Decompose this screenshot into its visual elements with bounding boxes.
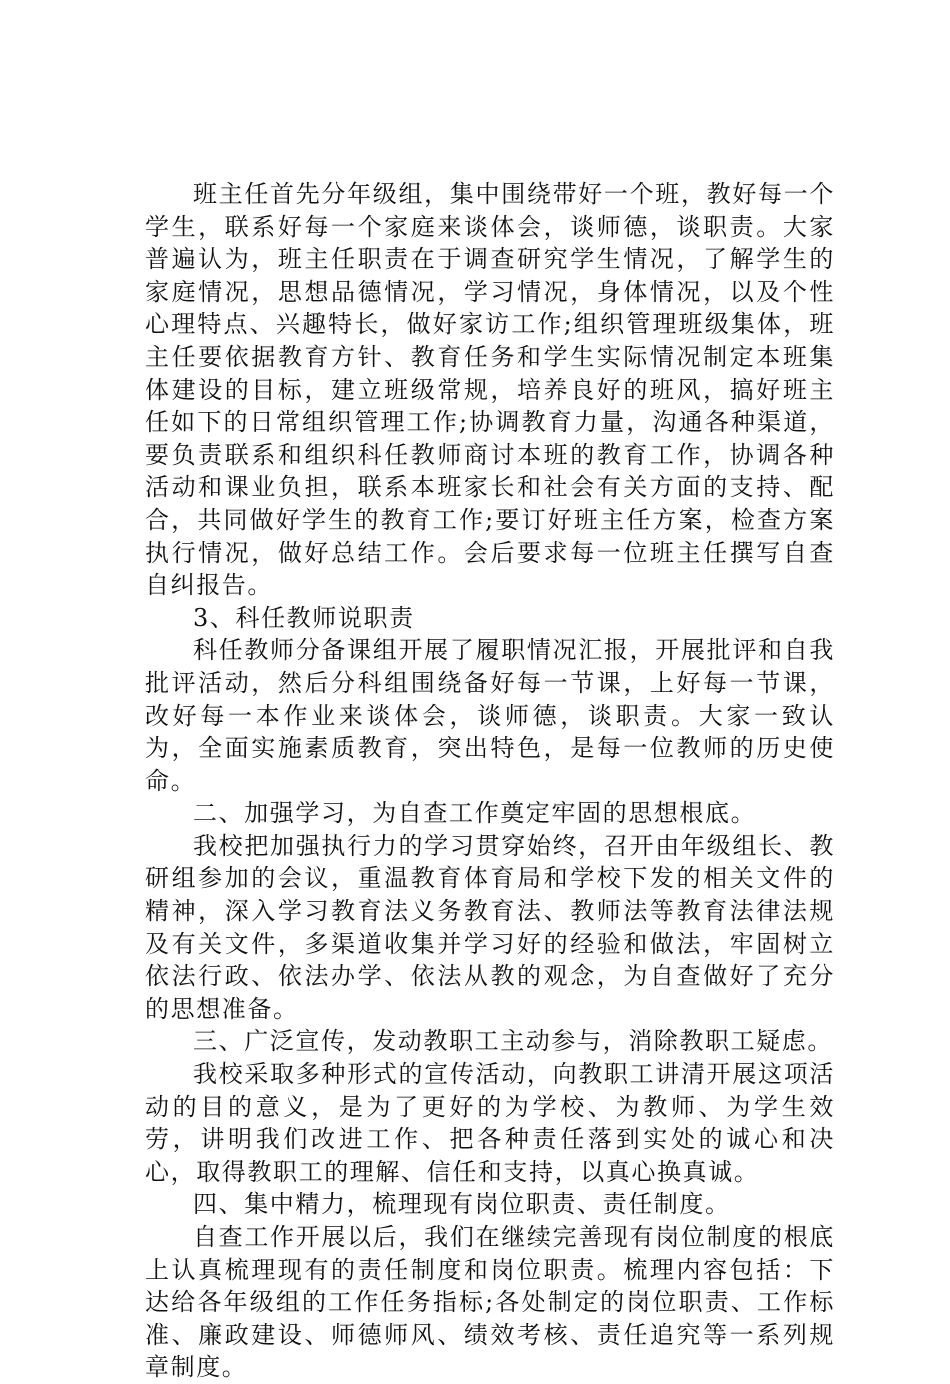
section-heading-subject-teachers: 3、科任教师说职责 [193,603,415,632]
paragraph-subject-teachers: 科任教师分备课组开展了履职情况汇报，开展批评和自我批评活动，然后分科组围绕备好每一节课，上好每一节课，改好每一本作业来谈体会，谈师德，谈职责。大家一致认为，全面实施素质教育，突出特色，是每一位教师的历史使命。 [145,636,835,795]
section-heading-publicity: 三、广泛宣传，发动教职工主动参与，消除教职工疑虑。 [193,1027,833,1056]
section-heading-study: 二、加强学习，为自查工作奠定牢固的思想根底。 [193,799,757,828]
paragraph-publicity: 我校采取多种形式的宣传活动，向教职工讲清开展这项活动的目的意义，是为了更好的为学校、为教师、为学生效劳，讲明我们改进工作、把各种责任落到实处的诚心和决心，取得教职工的理解、信任和支持，以真心换真诚。 [145,1060,835,1186]
paragraph-study: 我校把加强执行力的学习贯穿始终，召开由年级组长、教研组参加的会议，重温教育体育局和学校下发的相关文件的精神，深入学习教育法义务教育法、教师法等教育法律法规及有关文件，多渠道收集并学习好的经验和做法，牢固树立依法行政、依法办学、依法从教的观念，为自查做好了充分的思想准备。 [145,831,835,1023]
paragraph-responsibilities: 自查工作开展以后，我们在继续完善现有岗位制度的根底上认真梳理现有的责任制度和岗位职责。梳理内容包括：下达给各年级组的工作任务指标;各处制定的岗位职责、工作标准、廉政建设、师德师风、绩效考核、责任追究等一系列规章制度。 [145,1223,835,1382]
document-body [145,178,835,1384]
paragraph-head-teacher-duties: 班主任首先分年级组，集中围绕带好一个班，教好每一个学生，联系好每一个家庭来谈体会，谈师德，谈职责。大家普遍认为，班主任职责在于调查研究学生情况，了解学生的家庭情况，思想品德情况，学习情况，身体情况，以及个性心理特点、兴趣特长，做好家访工作;组织管理班级集体，班主任要依据教育方针、教育任务和学生实际情况制定本班集体建设的目标，建立班级常规，培养良好的班风，搞好班主任如下的日常组织管理工作;协调教育力量，沟通各种渠道，要负责联系和组织科任教师商讨本班的教育工作，协调各种活动和课业负担，联系本班家长和社会有关方面的支持、配合，共同做好学生的教育工作;要订好班主任方案，检查方案执行情况，做好总结工作。会后要求每一位班主任撰写自查自纠报告。 [145,180,835,600]
section-heading-responsibilities: 四、集中精力，梳理现有岗位职责、责任制度。 [193,1190,731,1219]
